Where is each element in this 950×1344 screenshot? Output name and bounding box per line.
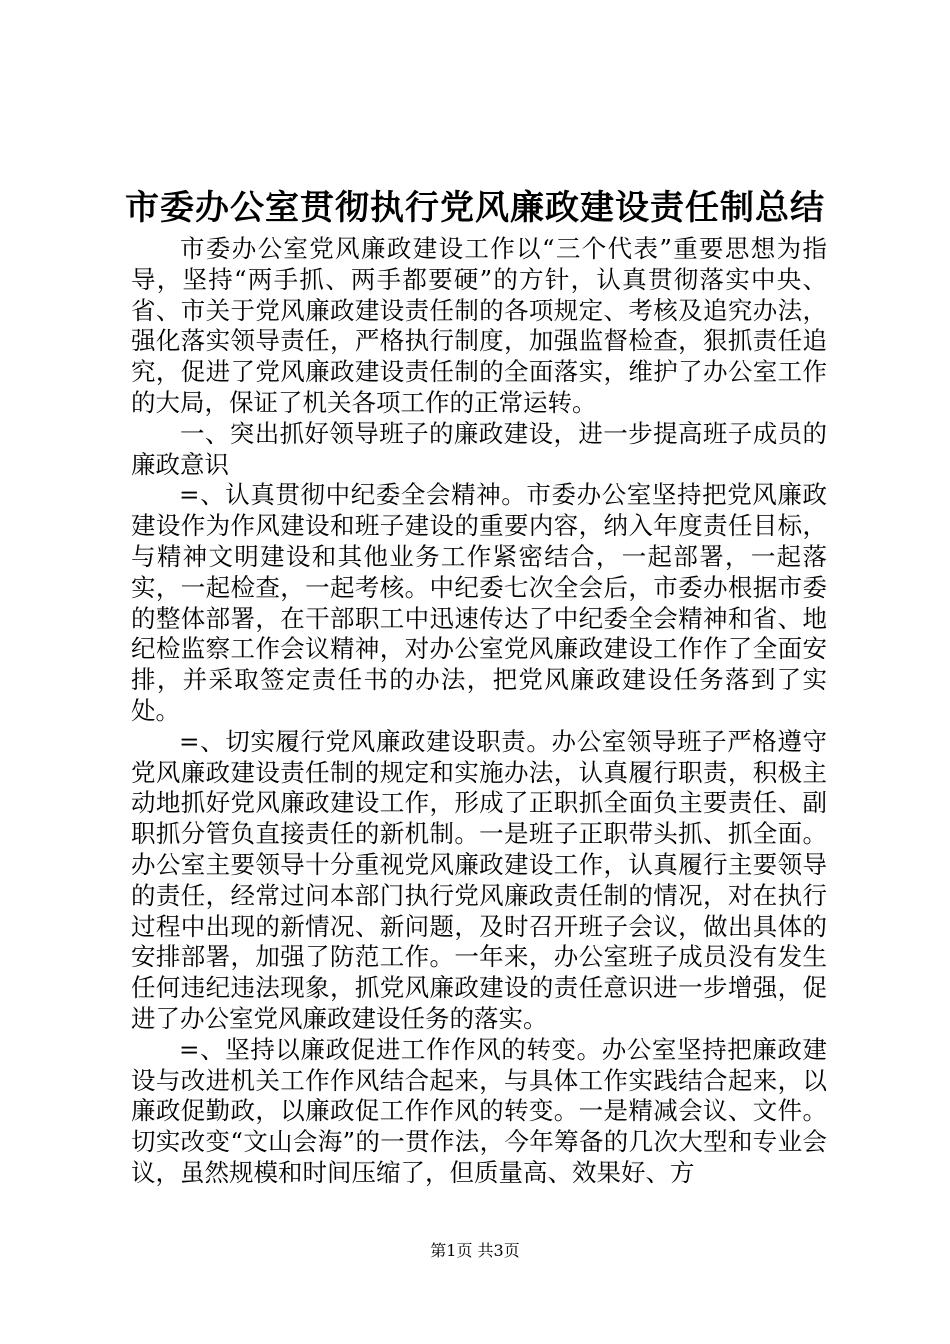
paragraph-section-1-item-1: =、认真贯彻中纪委全会精神。市委办公室坚持把党风廉政建设作为作风建设和班子建设的重要内容，纳入年度责任目标，与精神文明建设和其他业务工作紧密结合，一起部署，一起落实，一起检查，一起考核。中纪委七次全会后，市委办根据市委的整体部署，在干部职工中迅速传达了中纪委全会精神和省、地纪检监察工作会议精神，对办公室党风廉政建设工作作了全面安排，并采取签定责任书的办法，把党风廉政建设任务落到了实处。 [131, 480, 827, 725]
paragraph-section-1-item-3: =、坚持以廉政促进工作作风的转变。办公室坚持把廉政建设与改进机关工作作风结合起来，与具体工作实践结合起来，以廉政促勤政，以廉政促工作作风的转变。一是精减会议、文件。切实改变“文山会海”的一贯作法，今年筹备的几次大型和专业会议，虽然规模和时间压缩了，但质量高、效果好、方 [131, 1034, 827, 1187]
page-number-footer: 第1页 共3页 [430, 1241, 520, 1260]
document-title: 市委办公室贯彻执行党风廉政建设责任制总结 [125, 188, 825, 228]
paragraph-section-1-item-2: =、切实履行党风廉政建设职责。办公室领导班子严格遵守党风廉政建设责任制的规定和实施办法，认真履行职责，积极主动地抓好党风廉政建设工作，形成了正职抓全面负主要责任、副职抓分管负直接责任的新机制。一是班子正职带头抓、抓全面。办公室主要领导十分重视党风廉政建设工作，认真履行主要领导的责任，经常过问本部门执行党风廉政责任制的情况，对在执行过程中出现的新情况、新问题，及时召开班子会议，做出具体的安排部署，加强了防范工作。一年来，办公室班子成员没有发生任何违纪违法现象，抓党风廉政建设的责任意识进一步增强，促进了办公室党风廉政建设任务的落实。 [131, 726, 827, 1033]
paragraph-intro: 市委办公室党风廉政建设工作以“三个代表”重要思想为指导，坚持“两手抓、两手都要硬”的方针，认真贯彻落实中央、省、市关于党风廉政建设责任制的各项规定、考核及追究办法，强化落实领导责任，严格执行制度，加强监督检查，狠抓责任追究，促进了党风廉政建设责任制的全面落实，维护了办公室工作的大局，保证了机关各项工作的正常运转。 [131, 234, 827, 417]
document-body [131, 234, 827, 1189]
section-heading-1: 一、突出抓好领导班子的廉政建设，进一步提高班子成员的廉政意识 [131, 418, 827, 479]
